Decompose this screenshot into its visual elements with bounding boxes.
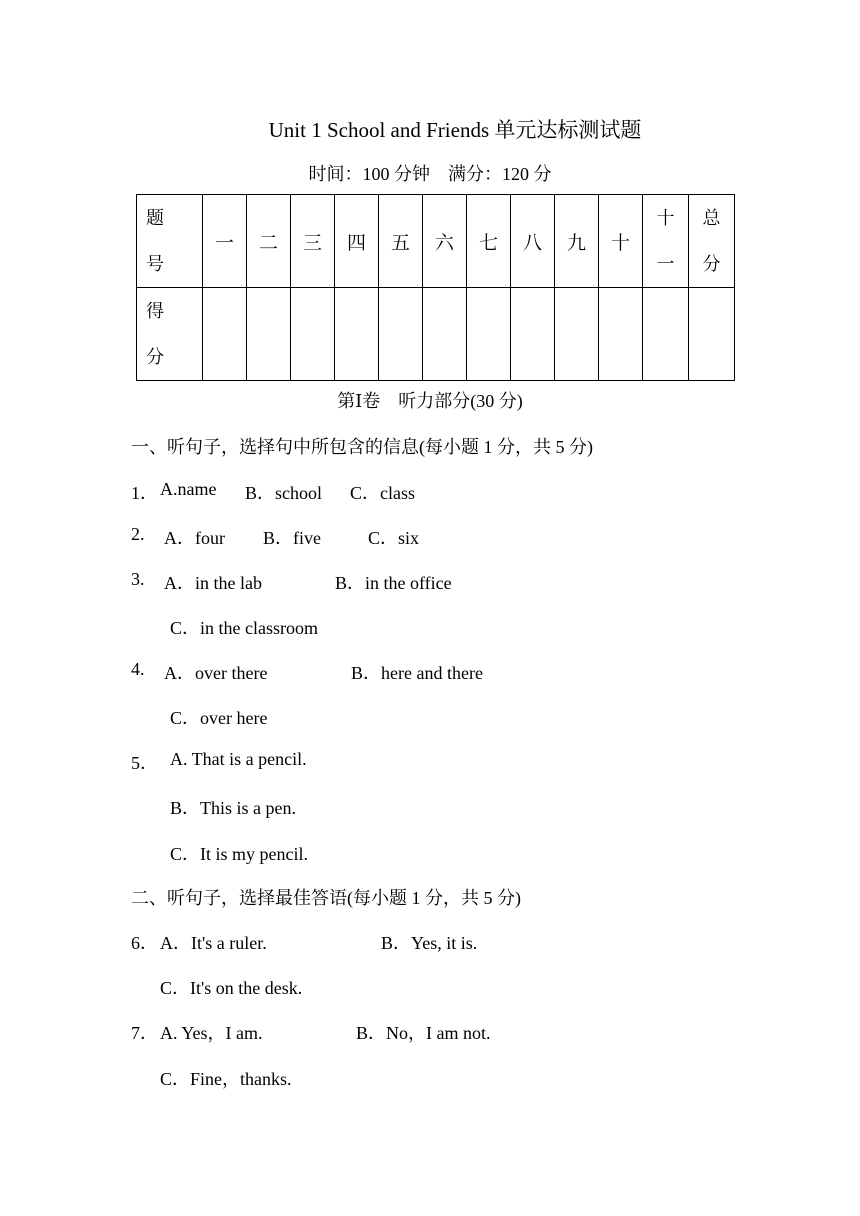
score-cell[interactable]: [247, 288, 291, 381]
col-header-1: 一: [203, 195, 247, 288]
option-b: B．No，I am not.: [356, 1023, 491, 1043]
table-row-scores: [137, 288, 735, 381]
page-title: Unit 1 School and Friends 单元达标测试题: [268, 118, 642, 142]
score-cell[interactable]: [599, 288, 643, 381]
col-header-6: 六: [423, 195, 467, 288]
col-header-total: [689, 195, 735, 288]
col-header-2: 二: [247, 195, 291, 288]
score-table: [136, 194, 735, 381]
score-cell[interactable]: [511, 288, 555, 381]
col-header-10: 十: [599, 195, 643, 288]
row-label-char: 分: [146, 347, 164, 367]
option-c: C．in the classroom: [170, 618, 318, 638]
col-header-char: 一: [656, 254, 675, 274]
option-b: B．This is a pen.: [170, 798, 296, 818]
option-c: C．class: [350, 483, 415, 503]
score-cell[interactable]: [423, 288, 467, 381]
col-header-4: 四: [335, 195, 379, 288]
question-number: 5．: [131, 753, 158, 773]
row-label-question-number: [137, 195, 203, 288]
row-label-char: 号: [146, 254, 164, 274]
row-label-score: [137, 288, 203, 381]
option-a: A．over there: [164, 663, 268, 683]
option-b: B．five: [263, 528, 321, 548]
col-header-8: 八: [511, 195, 555, 288]
option-b: B．Yes, it is.: [381, 933, 478, 953]
table-row-question-numbers: [137, 195, 735, 288]
option-a: A.name: [160, 479, 217, 499]
option-a: A．four: [164, 528, 225, 548]
question-number: 4.: [131, 659, 145, 679]
option-c: C．over here: [170, 708, 268, 728]
col-header-char: 十: [656, 208, 675, 228]
question-number: 1．: [131, 483, 158, 503]
col-header-char: 分: [702, 254, 721, 274]
section-heading-2: 二、听句子，选择最佳答语(每小题 1 分，共 5 分): [131, 888, 521, 908]
section-heading-1: 一、听句子，选择句中所包含的信息(每小题 1 分，共 5 分): [131, 437, 593, 457]
row-label-char: 得: [146, 301, 164, 321]
exam-time-and-score: 时间：100 分钟 满分：120 分: [308, 164, 552, 184]
option-a: A. That is a pencil.: [170, 749, 307, 769]
score-cell[interactable]: [379, 288, 423, 381]
col-header-5: 五: [379, 195, 423, 288]
score-cell[interactable]: [335, 288, 379, 381]
col-header-9: 九: [555, 195, 599, 288]
question-number: 2.: [131, 524, 145, 544]
question-number: 7．: [131, 1023, 158, 1043]
option-b: B．here and there: [351, 663, 483, 683]
option-c: C．Fine，thanks.: [160, 1069, 292, 1089]
option-c: C．six: [368, 528, 420, 548]
col-header-3: 三: [291, 195, 335, 288]
option-a: A．in the lab: [164, 573, 262, 593]
score-cell[interactable]: [555, 288, 599, 381]
score-cell-total[interactable]: [689, 288, 735, 381]
col-header-11: [643, 195, 689, 288]
option-a: A. Yes，I am.: [160, 1023, 263, 1043]
option-a: A．It's a ruler.: [160, 933, 267, 953]
option-b: B．school: [245, 483, 323, 503]
score-cell[interactable]: [643, 288, 689, 381]
question-number: 6．: [131, 933, 158, 953]
option-b: B．in the office: [335, 573, 452, 593]
row-label-char: 题: [146, 208, 164, 228]
score-cell[interactable]: [203, 288, 247, 381]
option-c: C．It's on the desk.: [160, 978, 303, 998]
score-cell[interactable]: [291, 288, 335, 381]
score-cell[interactable]: [467, 288, 511, 381]
col-header-7: 七: [467, 195, 511, 288]
option-c: C．It is my pencil.: [170, 844, 308, 864]
part-heading-listening: 第Ⅰ卷 听力部分(30 分): [337, 391, 523, 411]
question-number: 3.: [131, 569, 145, 589]
col-header-char: 总: [702, 208, 721, 228]
